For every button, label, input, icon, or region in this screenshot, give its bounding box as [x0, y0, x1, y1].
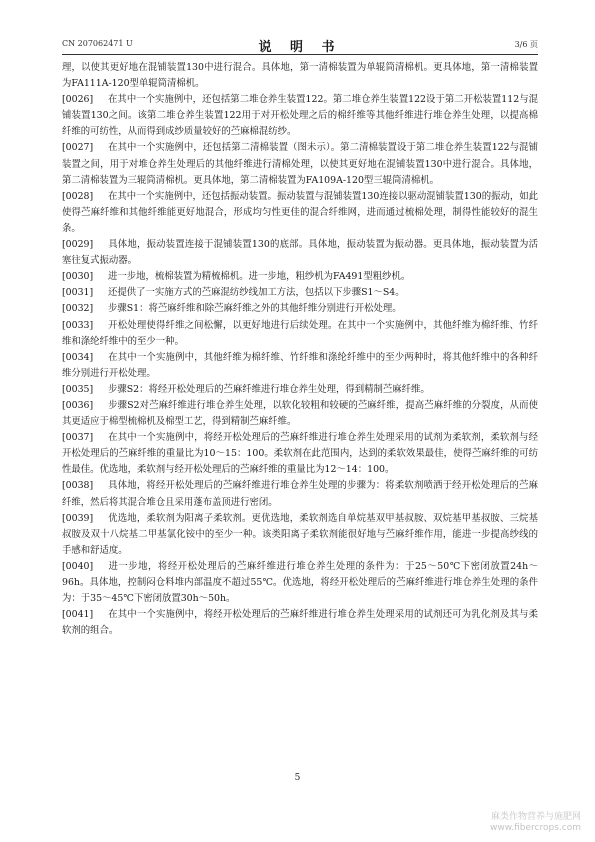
paragraph-text: 在其中一个实施例中，还包括振动装置。振动装置与混铺装置130连接以驱动混铺装置130的振动，如此使得苎麻纤维和其他纤维能更好地混合，形成均匀性更佳的混合纤维网，进而通过梳棉处理，制得性能较好的混生条。	[62, 190, 538, 234]
document-title: 说 明 书	[258, 40, 342, 55]
paragraph-number: [0036]	[62, 399, 94, 411]
paragraph	[62, 398, 538, 430]
description-body	[62, 60, 538, 639]
patent-number: CN 207062471 U	[62, 39, 133, 48]
paragraph-text: 进一步地，将经开松处理后的苎麻纤维进行堆仓养生处理的条件为：于25～50℃下密闭放置24h～96h。具体地，控制闷仓料堆内部温度不超过55℃。优选地，将经开松处理后的苎麻纤维进行堆仓养生处理的条件为：于35～45℃下密闭放置30h～50h。	[62, 560, 538, 605]
paragraph-number: [0039]	[62, 512, 94, 524]
page-number: 5	[294, 773, 301, 783]
paragraph	[62, 430, 538, 478]
paragraph-text: 具体地，振动装置连接于混铺装置130的底部。具体地，振动装置为振动器。更具体地，振动装置为活塞往复式振动器。	[62, 239, 538, 267]
paragraph	[62, 318, 538, 350]
paragraph	[62, 269, 538, 285]
paragraph-number: [0037]	[62, 432, 94, 444]
paragraph-continuation	[62, 60, 538, 92]
paragraph	[62, 189, 538, 237]
paragraph	[62, 140, 538, 188]
paragraph-text: 具体地，将经开松处理后的苎麻纤维进行堆仓养生处理的步骤为：将柔软剂喷洒于经开松处理后的苎麻纤维，然后将其混合堆仓且采用蓬布盖顶进行密闭。	[62, 480, 538, 508]
page-header	[62, 36, 538, 55]
paragraph-number: [0029]	[62, 239, 94, 251]
paragraph-text: 优选地，柔软剂为阳离子柔软剂。更优选地，柔软剂选自单烷基双甲基叔胺、双烷基甲基叔胺、三烷基叔胺及双十八烷基二甲基氯化铵中的至少一种。该类阳离子柔软剂能很好地与苎麻纤维作用，能进一步提高纱线的手感和舒适度。	[62, 512, 538, 556]
paragraph-text: 进一步地，梳棉装置为精梳棉机。进一步地，粗纱机为FA491型粗纱机。	[108, 271, 411, 283]
paragraph-text: 在其中一个实施例中，还包括第二清棉装置（图未示）。第二清棉装置设于第二堆仓养生装置122与混铺装置之间，用于对堆仓养生处理后的其他纤维进行清棉处理，以使其更好地在混铺装置130中进行混合。具体地，第二清棉装置为三辊筒清棉机。更具体地，第二清棉装置为FA109A-120型三辊筒清棉机。	[62, 142, 538, 186]
paragraph	[62, 607, 538, 639]
watermark-url: www.fibercrops.com	[490, 823, 581, 833]
paragraph	[62, 382, 538, 398]
paragraph	[62, 478, 538, 510]
site-watermark	[490, 812, 581, 834]
paragraph	[62, 350, 538, 382]
watermark-site-name: 麻类作物营养与施肥网	[490, 812, 581, 822]
page-indicator: 3/6 页	[514, 40, 538, 49]
paragraph-number: [0031]	[62, 287, 94, 299]
paragraph-number: [0027]	[62, 142, 94, 154]
paragraph-number: [0034]	[62, 351, 94, 363]
paragraph-text: 步骤S2对苎麻纤维进行堆仓养生处理，以软化较粗和较硬的苎麻纤维，提高苎麻纤维的分裂度，从而使其更适应于棉型梳棉机及棉型工艺，得到精制苎麻纤维。	[62, 399, 538, 428]
paragraph-number: [0041]	[62, 609, 94, 621]
paragraph-number: [0038]	[62, 480, 94, 492]
paragraph	[62, 301, 538, 317]
paragraph-number: [0040]	[62, 560, 94, 572]
paragraph-text: 还提供了一实施方式的苎麻混纺纱线加工方法，包括以下步骤S1～S4。	[108, 287, 405, 299]
paragraph-number: [0026]	[62, 94, 94, 106]
paragraph-text: 理，以使其更好地在混铺装置130中进行混合。具体地，第一清棉装置为单辊筒清棉机。更具体地，第一清棉装置为FA111A-120型单辊筒清棉机。	[62, 62, 538, 90]
paragraph-text: 开松处理使得纤维之间松懈，以更好地进行后续处理。在其中一个实施例中，其他纤维为棉纤维、竹纤维和涤纶纤维中的至少一种。	[62, 319, 538, 347]
paragraph-text: 在其中一个实施例中，其他纤维为棉纤维、竹纤维和涤纶纤维中的至少两种时，将其他纤维中的各种纤维分别进行开松处理。	[62, 351, 538, 379]
paragraph	[62, 92, 538, 140]
paragraph-number: [0035]	[62, 383, 94, 395]
paragraph	[62, 559, 538, 607]
paragraph-number: [0033]	[62, 319, 94, 331]
paragraph-text: 步骤S2：将经开松处理后的苎麻纤维进行堆仓养生处理，得到精制苎麻纤维。	[108, 383, 430, 395]
paragraph-text: 步骤S1：将苎麻纤维和除苎麻纤维之外的其他纤维分别进行开松处理。	[108, 303, 402, 315]
paragraph	[62, 285, 538, 301]
paragraph-number: [0028]	[62, 190, 94, 202]
paragraph	[62, 237, 538, 269]
paragraph-text: 在其中一个实施例中，将经开松处理后的苎麻纤维进行堆仓养生处理采用的试剂还可为乳化剂及其与柔软剂的组合。	[62, 609, 538, 637]
paragraph	[62, 511, 538, 559]
paragraph-number: [0032]	[62, 303, 94, 315]
paragraph-text: 在其中一个实施例中，将经开松处理后的苎麻纤维进行堆仓养生处理采用的试剂为柔软剂，柔软剂与经开松处理后的苎麻纤维的重量比为10～15：100。柔软剂在此范围内，达到的柔软效果最佳，使得苎麻纤维的可纺性最佳。优选地，柔软剂与经开松处理后的苎麻纤维的重量比为12～14：100。	[62, 432, 538, 476]
paragraph-text: 在其中一个实施例中，还包括第二堆仓养生装置122。第二堆仓养生装置122设于第二开松装置112与混铺装置130之间。该第二堆仓养生装置122用于对开松处理之后的棉纤维等其他纤维进行堆仓养生处理，以提高棉纤维的可纺性，从而得到成纱质量较好的苎麻棉混纺纱。	[62, 94, 538, 138]
paragraph-number: [0030]	[62, 271, 94, 283]
